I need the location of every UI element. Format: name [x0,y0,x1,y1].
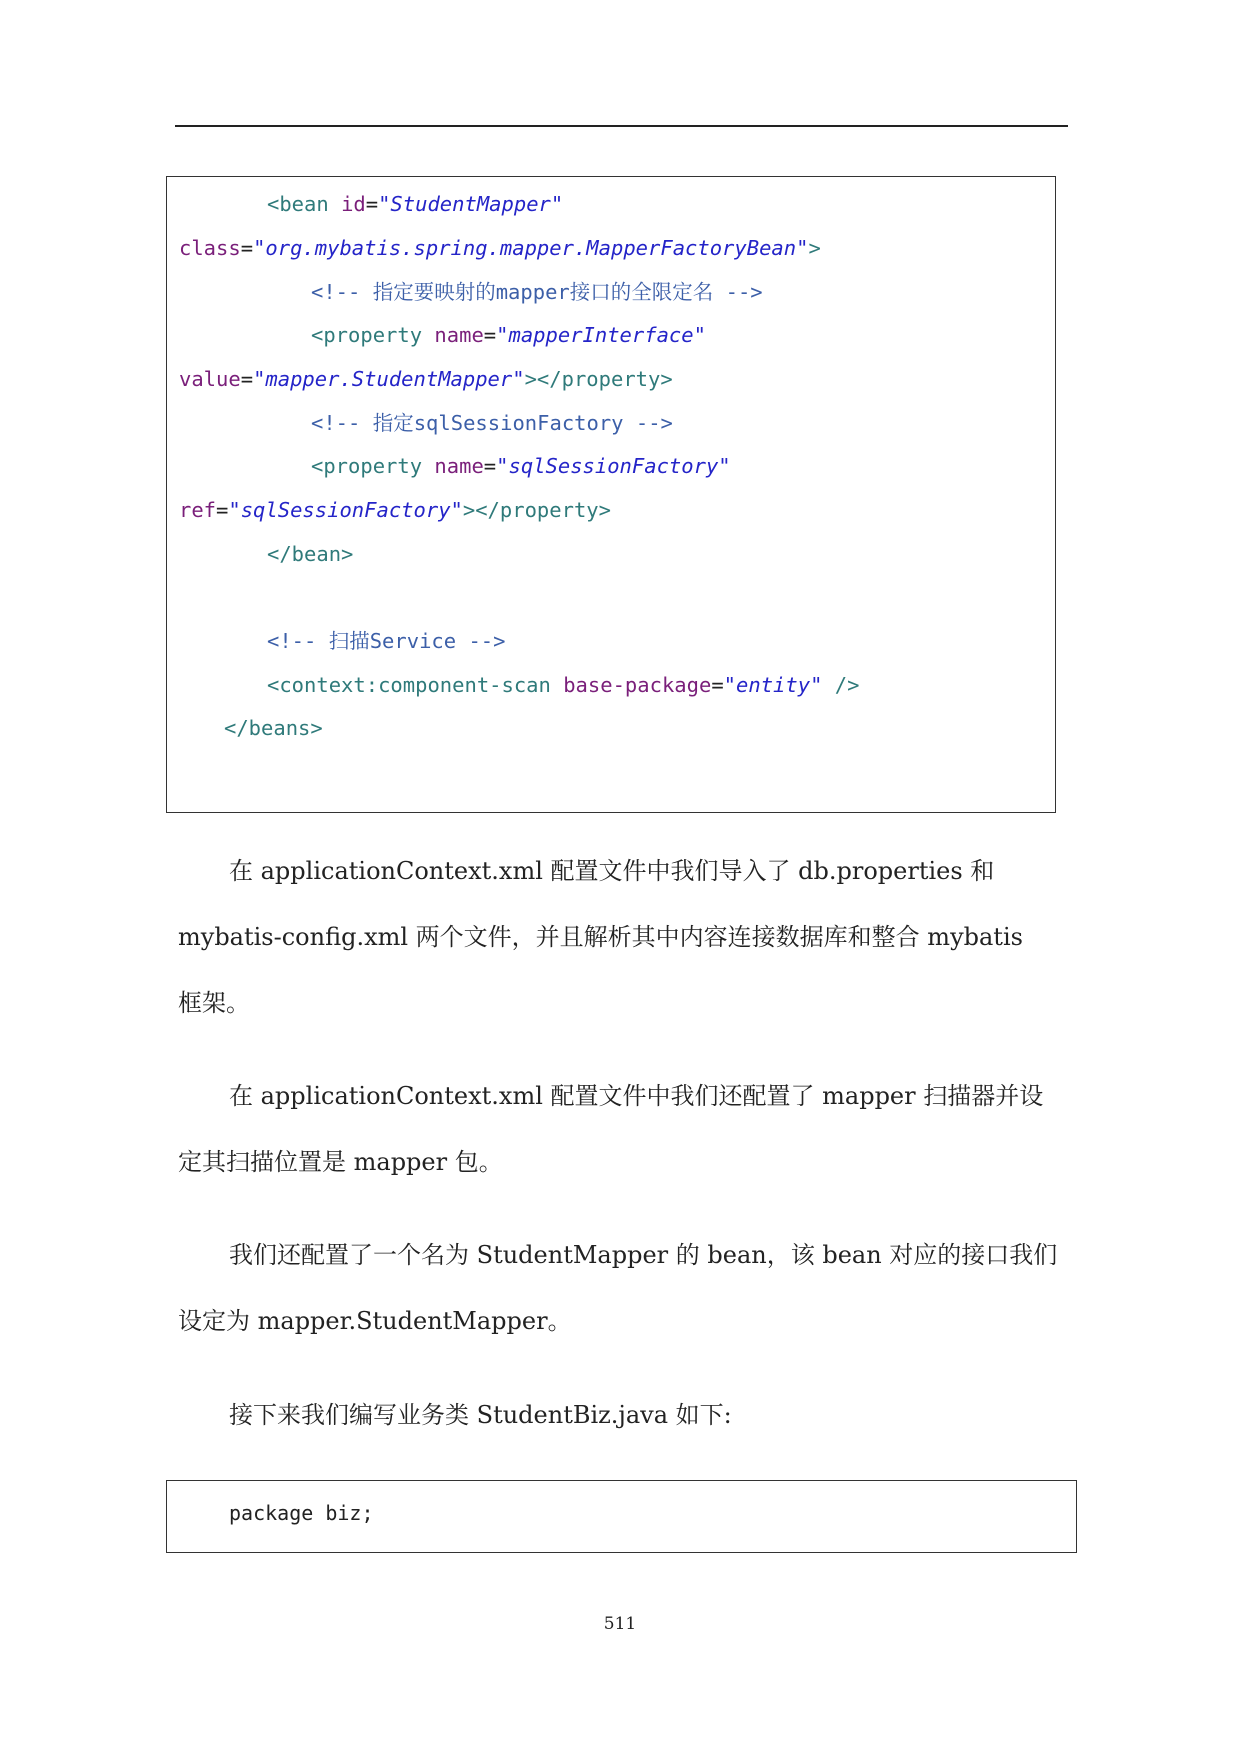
code-token: <!-- 扫描Service --> [267,629,506,653]
code-token: = [483,323,497,347]
code-token: <!-- 指定sqlSessionFactory --> [311,411,673,435]
code-line [179,628,505,654]
code-token: "mapper.StudentMapper" [253,367,525,391]
code-token: class [179,236,241,260]
code-block-xml [166,176,1056,813]
code-line [179,541,353,567]
code-token: = [711,673,724,697]
code-token: "mapperInterface" [496,323,706,347]
paragraph-1 [178,838,1073,1036]
code-token: name [434,454,484,478]
code-token: name [434,323,484,347]
code-token: <bean [267,192,342,216]
code-token: "sqlSessionFactory" [496,454,731,478]
paragraph-3-line-2: 设定为 mapper.StudentMapper。 [178,1307,572,1335]
code-token: "sqlSessionFactory" [228,498,463,522]
code-token: /> [822,673,860,697]
paragraph-1-line-1: 在 applicationContext.xml 配置文件中我们导入了 db.properties 和 [229,857,995,885]
code-token: "org.mybatis.spring.mapper.MapperFactoryBean" [253,236,809,260]
code-token: ></property> [462,498,611,522]
code-token: </beans> [224,716,323,740]
code-line [179,191,563,217]
code-token: "entity" [723,673,823,697]
paragraph-1-line-3: 框架。 [178,989,250,1017]
code-token: = [240,367,254,391]
code-line [179,366,673,392]
code-line [179,410,673,436]
code-token: <context:component-scan [267,673,564,697]
code-block-java [166,1480,1077,1553]
code-token: base-package [563,673,712,697]
code-line: package biz; [229,1501,374,1525]
header-rule [175,125,1068,127]
code-token: <property [311,454,435,478]
paragraph-2-line-2: 定其扫描位置是 mapper 包。 [178,1148,503,1176]
code-line [179,715,323,741]
code-token: value [179,367,241,391]
paragraph-4 [178,1382,1073,1448]
code-line [179,235,821,261]
code-token: "StudentMapper" [378,192,564,216]
code-token: ></property> [524,367,673,391]
code-token: id [341,192,366,216]
paragraph-2 [178,1063,1073,1195]
paragraph-1-line-2: mybatis-config.xml 两个文件，并且解析其中内容连接数据库和整合 mybatis [178,923,1023,951]
paragraph-3 [178,1222,1073,1354]
code-token: ref [179,498,217,522]
paragraph-3-line-1: 我们还配置了一个名为 StudentMapper 的 bean，该 bean 对应的接口我们 [229,1241,1058,1269]
code-line [179,322,706,348]
code-line [179,497,611,523]
code-token: = [483,454,497,478]
code-line [179,279,763,305]
code-token: <property [311,323,435,347]
code-line [179,672,859,698]
code-token: = [365,192,379,216]
code-line [179,453,731,479]
code-token: > [808,236,821,260]
page-number: 511 [603,1614,637,1634]
paragraph-2-line-1: 在 applicationContext.xml 配置文件中我们还配置了 mapper 扫描器并设 [229,1082,1044,1110]
code-token: <!-- 指定要映射的mapper接口的全限定名 --> [311,280,763,304]
code-token: = [216,498,229,522]
paragraph-4-line-1: 接下来我们编写业务类 StudentBiz.java 如下: [229,1401,732,1429]
code-token: </bean> [267,542,354,566]
code-token: = [240,236,254,260]
